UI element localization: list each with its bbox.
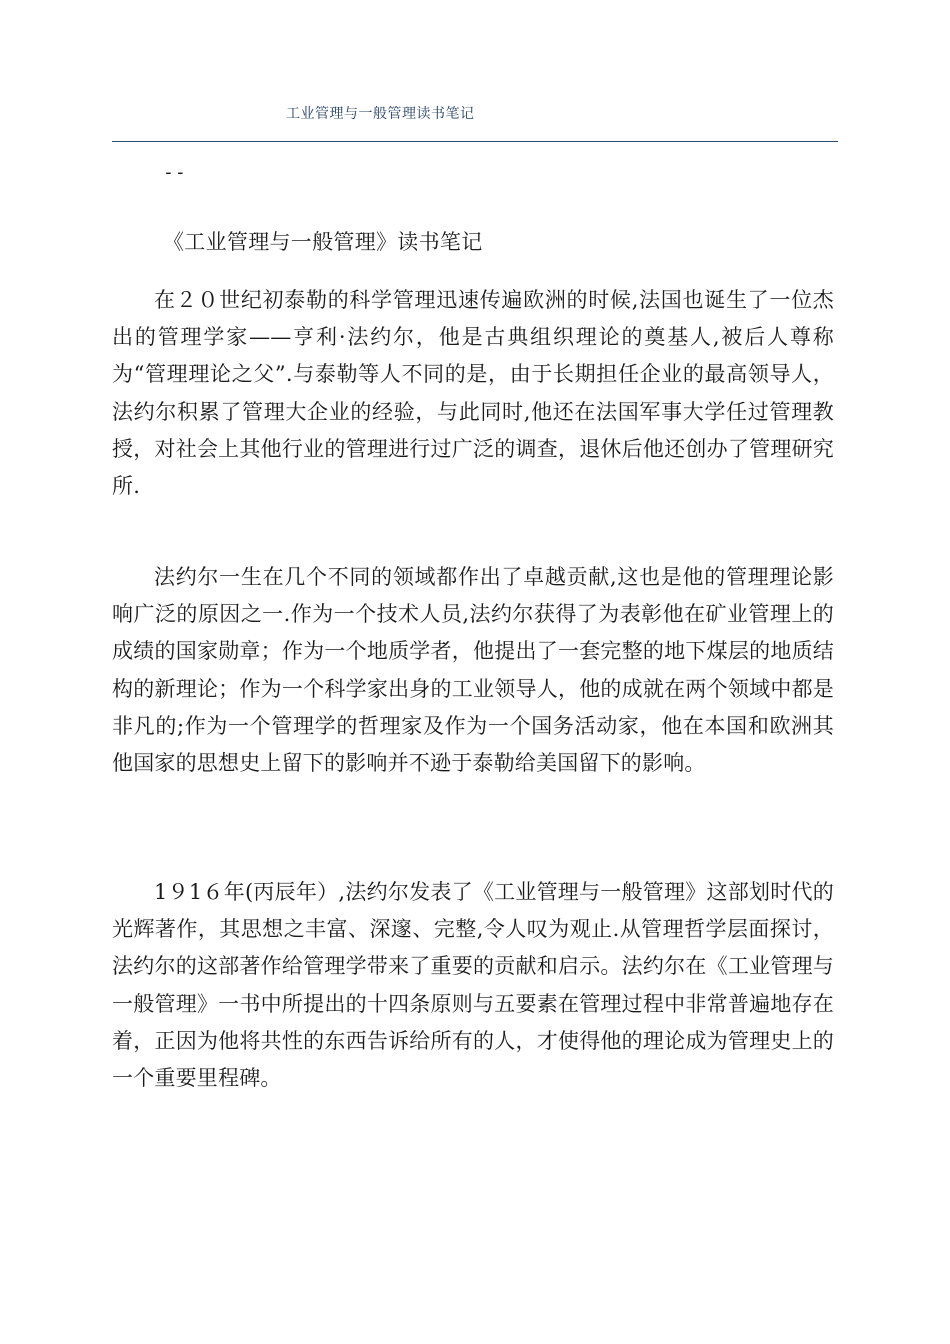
document-title: 《工业管理与一般管理》读书笔记 xyxy=(163,230,483,254)
header-divider xyxy=(112,141,838,142)
paragraph-2: 法约尔一生在几个不同的领域都作出了卓越贡献,这也是他的管理理论影响广泛的原因之一.作为一个技术人员,法约尔获得了为表彰他在矿业管理上的成绩的国家勋章；作为一个地质学者，他提出了一套完整的地下煤层的地质结构的新理论；作为一个科学家出身的工业领导人，他的成就在两个领域中都是非凡的;作为一个管理学的哲理家及作为一个国务活动家，他在本国和欧洲其他国家的思想史上留下的影响并不逊于泰勒给美国留下的影响。 xyxy=(112,565,834,776)
dash-marker: -- xyxy=(163,162,187,183)
running-header-title: 工业管理与一般管理读书笔记 xyxy=(286,107,475,122)
paragraph-3: 1９1６年(丙辰年）,法约尔发表了《工业管理与一般管理》这部划时代的光辉著作，其思想之丰富、深邃、完整,令人叹为观止.从管理哲学层面探讨，法约尔的这部著作给管理学带来了重要的贡献和启示。法约尔在《工业管理与一般管理》一书中所提出的十四条原则与五要素在管理过程中非常普遍地存在着，正因为他将共性的东西告诉给所有的人，才使得他的理论成为管理史上的一个重要里程碑。 xyxy=(112,880,834,1091)
paragraph-1: 在２０世纪初泰勒的科学管理迅速传遍欧洲的时候,法国也诞生了一位杰出的管理学家——亨利·法约尔，他是古典组织理论的奠基人,被后人尊称为“管理理论之父”.与泰勒等人不同的是，由于长期担任企业的最高领导人，法约尔积累了管理大企业的经验，与此同时,他还在法国军事大学任过管理教授，对社会上其他行业的管理进行过广泛的调查，退休后他还创办了管理研究所. xyxy=(112,288,834,499)
